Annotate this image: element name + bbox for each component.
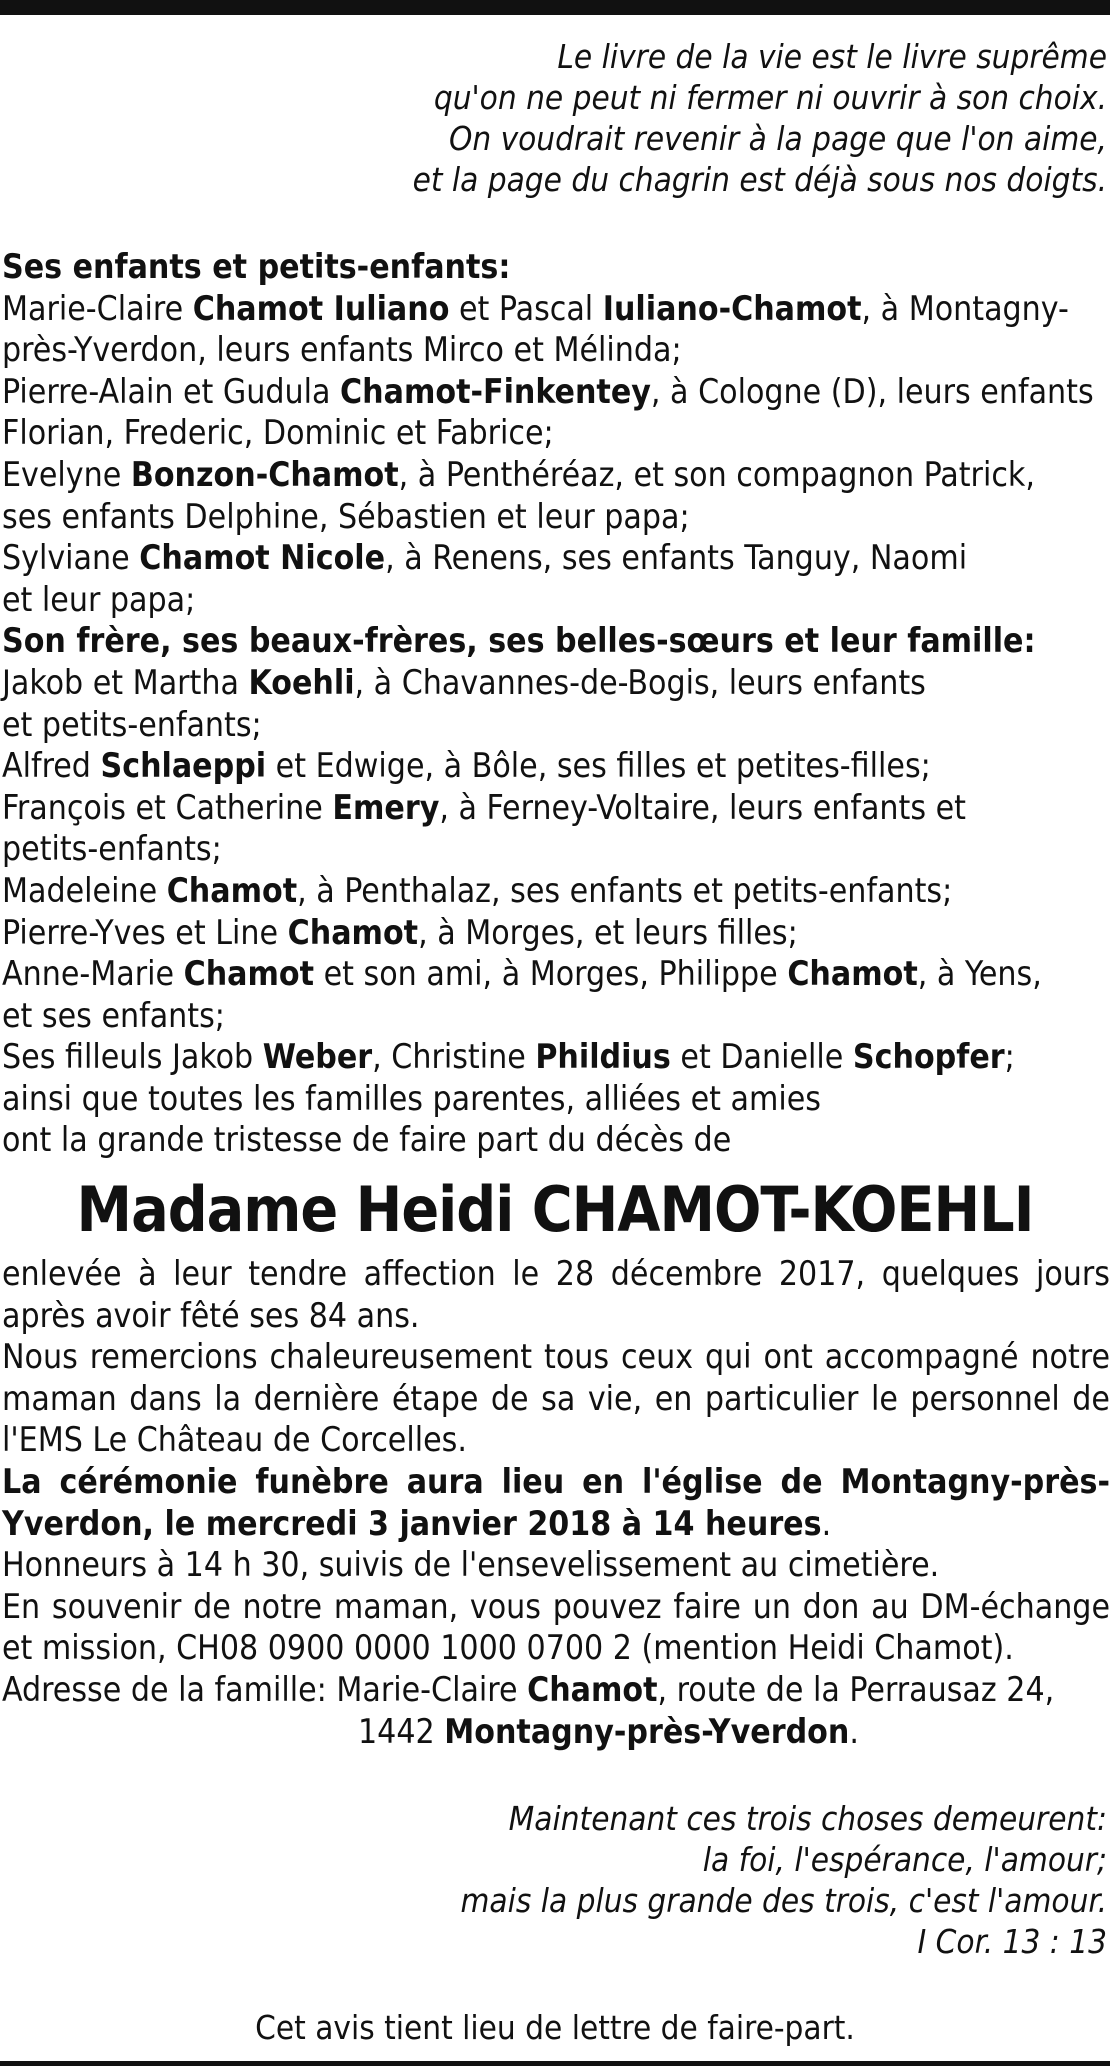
family-line: ses enfants Delphine, Sébastien et leur papa; <box>2 496 690 536</box>
family-address: Adresse de la famille: Marie-Claire Chamot, route de la Perrausaz 24, <box>2 1670 1055 1709</box>
family-line: près-Yverdon, leurs enfants Mirco et Mélinda; <box>2 330 682 370</box>
thanks-paragraph: Nous remercions chaleureusement tous ceux qui ont accompagné notre maman dans la dernière étape de sa vie, en particulier le personnel de l'EMS Le Château de Corcelles. <box>2 1337 1110 1460</box>
verse-line: la foi, l'espérance, l'amour; <box>702 1840 1107 1880</box>
opening-poem <box>0 36 1110 200</box>
family-line: et ses enfants; <box>2 995 225 1035</box>
bottom-rule <box>0 2061 1110 2066</box>
children-heading: Ses enfants et petits-enfants: <box>2 247 511 286</box>
family-line: Ses filleuls Jakob Weber, Christine Phildius et Danielle Schopfer; <box>2 1037 1015 1077</box>
family-line: Marie-Claire Chamot Iuliano et Pascal Iuliano-Chamot, à Montagny- <box>2 288 1069 328</box>
closing-verse <box>0 1798 1110 1962</box>
verse-reference: I Cor. 13 : 13 <box>917 1922 1107 1962</box>
poem-line: et la page du chagrin est déjà sous nos doigts. <box>412 160 1107 199</box>
family-line: ainsi que toutes les familles parentes, alliées et amies <box>2 1078 821 1118</box>
obituary-notice <box>0 28 1110 2048</box>
poem-line: Le livre de la vie est le livre suprême <box>557 37 1107 76</box>
footer-note: Cet avis tient lieu de lettre de faire-part. <box>255 2008 855 2048</box>
deceased-name: Madame Heidi CHAMOT-KOEHLI <box>76 1173 1034 1247</box>
poem-line: On voudrait revenir à la page que l'on aime, <box>448 119 1107 158</box>
top-rule <box>0 0 1110 15</box>
announcement-body <box>0 1253 1110 1752</box>
honours-paragraph: Honneurs à 14 h 30, suivis de l'ensevelissement au cimetière. <box>2 1545 940 1585</box>
family-line: Pierre-Yves et Line Chamot, à Morges, et leurs filles; <box>2 912 798 952</box>
ceremony-paragraph: La cérémonie funèbre aura lieu en l'église de Montagny-près-Yverdon, le mercredi 3 janvier 2018 à 14 heures. <box>2 1462 1110 1543</box>
poem-line: qu'on ne peut ni fermer ni ouvrir à son choix. <box>433 78 1107 117</box>
death-paragraph: enlevée à leur tendre affection le 28 décembre 2017, quelques jours après avoir fêté ses 84 ans. <box>2 1254 1110 1335</box>
family-line: Jakob et Martha Koehli, à Chavannes-de-Bogis, leurs enfants <box>2 662 926 702</box>
family-line: Anne-Marie Chamot et son ami, à Morges, Philippe Chamot, à Yens, <box>2 954 1042 994</box>
family-line: François et Catherine Emery, à Ferney-Voltaire, leurs enfants et <box>2 787 966 827</box>
family-line: Florian, Frederic, Dominic et Fabrice; <box>2 413 554 453</box>
family-line: ont la grande tristesse de faire part du décès de <box>2 1120 732 1160</box>
family-address-city: 1442 Montagny-près-Yverdon. <box>358 1711 859 1751</box>
family-line: et petits-enfants; <box>2 704 262 744</box>
verse-line: Maintenant ces trois choses demeurent: <box>508 1799 1107 1839</box>
family-heading: Son frère, ses beaux-frères, ses belles-sœurs et leur famille: <box>2 621 1036 661</box>
family-line: Evelyne Bonzon-Chamot, à Penthéréaz, et son compagnon Patrick, <box>2 454 1035 494</box>
children-section <box>0 246 1110 620</box>
family-line: Alfred Schlaeppi et Edwige, à Bôle, ses filles et petites-filles; <box>2 746 931 786</box>
family-line: Pierre-Alain et Gudula Chamot-Finkentey, à Cologne (D), leurs enfants <box>2 371 1094 411</box>
family-line: Madeleine Chamot, à Penthalaz, ses enfants et petits-enfants; <box>2 870 953 910</box>
donation-paragraph: En souvenir de notre maman, vous pouvez faire un don au DM-échange et mission, CH08 0900 0000 1000 0700 2 (mention Heidi Chamot). <box>2 1586 1110 1668</box>
family-line: petits-enfants; <box>2 829 222 869</box>
family-line: et leur papa; <box>2 579 196 619</box>
extended-family-section <box>0 620 1110 1161</box>
family-line: Sylviane Chamot Nicole, à Renens, ses enfants Tanguy, Naomi <box>2 538 968 578</box>
verse-line: mais la plus grande des trois, c'est l'amour. <box>460 1881 1107 1921</box>
